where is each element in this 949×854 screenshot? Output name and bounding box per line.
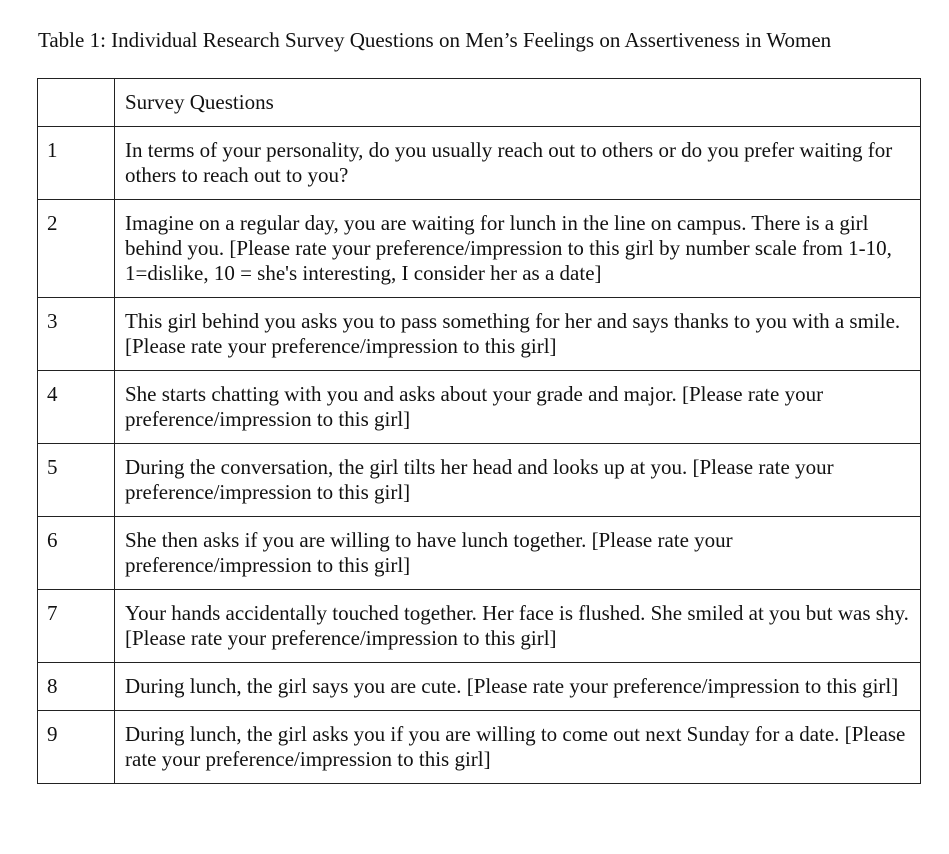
- header-number-cell: [38, 79, 115, 127]
- table-row: [38, 200, 921, 298]
- question-text: She starts chatting with you and asks about your grade and major. [Please rate your preference/impression to this girl]: [115, 371, 921, 444]
- table-row: [38, 663, 921, 711]
- question-text: This girl behind you asks you to pass something for her and says thanks to you with a smile. [Please rate your preference/impression to this girl]: [115, 298, 921, 371]
- table-row: [38, 711, 921, 784]
- table-row: [38, 590, 921, 663]
- question-number: 3: [38, 298, 115, 371]
- table-row: [38, 517, 921, 590]
- table-header-row: [38, 79, 921, 127]
- question-text: She then asks if you are willing to have lunch together. [Please rate your preference/impression to this girl]: [115, 517, 921, 590]
- question-number: 1: [38, 127, 115, 200]
- table-row: [38, 371, 921, 444]
- question-text: During lunch, the girl says you are cute. [Please rate your preference/impression to this girl]: [115, 663, 921, 711]
- question-text: During lunch, the girl asks you if you are willing to come out next Sunday for a date. [Please rate your preference/impression to this girl]: [115, 711, 921, 784]
- table-caption: Table 1: Individual Research Survey Questions on Men’s Feelings on Assertiveness in Women: [38, 28, 832, 52]
- question-number: 6: [38, 517, 115, 590]
- table-row: [38, 298, 921, 371]
- question-number: 4: [38, 371, 115, 444]
- survey-questions-table: [37, 78, 921, 784]
- question-text: In terms of your personality, do you usually reach out to others or do you prefer waiting for others to reach out to you?: [115, 127, 921, 200]
- question-text: Imagine on a regular day, you are waiting for lunch in the line on campus. There is a girl behind you. [Please rate your preference/impression to this girl by number scale from 1-10, 1=dislike, 10 = she's interesting, I consider her as a date]: [115, 200, 921, 298]
- question-number: 7: [38, 590, 115, 663]
- question-number: 5: [38, 444, 115, 517]
- table-row: [38, 127, 921, 200]
- question-number: 9: [38, 711, 115, 784]
- question-number: 8: [38, 663, 115, 711]
- question-text: Your hands accidentally touched together. Her face is flushed. She smiled at you but was shy. [Please rate your preference/impression to this girl]: [115, 590, 921, 663]
- question-text: During the conversation, the girl tilts her head and looks up at you. [Please rate your preference/impression to this girl]: [115, 444, 921, 517]
- table-row: [38, 444, 921, 517]
- header-questions-cell: Survey Questions: [115, 79, 921, 127]
- question-number: 2: [38, 200, 115, 298]
